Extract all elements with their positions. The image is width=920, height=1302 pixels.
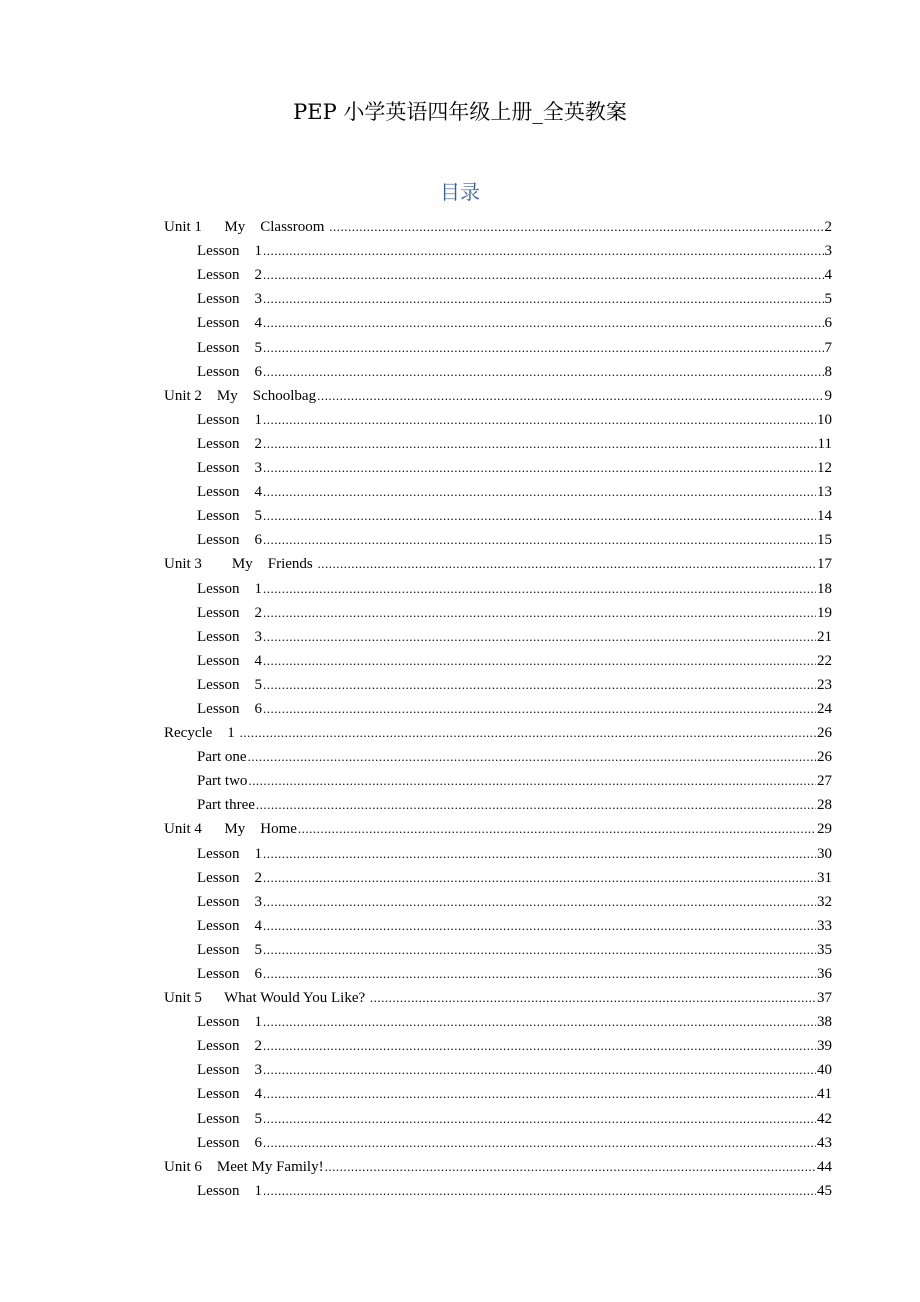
toc-page-number: 36 — [817, 966, 832, 982]
toc-dot-leader — [263, 580, 816, 598]
toc-entry-text: Lesson 2 — [197, 869, 262, 886]
toc-entry-text: Lesson 6 — [197, 532, 262, 549]
toc-page-number: 11 — [817, 435, 832, 452]
toc-dot-leader — [263, 507, 816, 525]
toc-dot-leader — [263, 435, 817, 453]
toc-entry-text: Part three — [197, 797, 255, 814]
toc-dot-leader — [263, 1037, 816, 1055]
toc-page-number: 33 — [817, 917, 832, 934]
toc-page-number: 14 — [817, 508, 832, 525]
toc-dot-leader — [263, 941, 816, 959]
toc-entry-text: Lesson 4 — [197, 315, 262, 332]
toc-page-number: 24 — [817, 700, 832, 717]
toc-entry-text: Lesson 5 — [197, 1110, 262, 1127]
toc-entry-text: Recycle 1 — [164, 725, 239, 742]
toc-dot-leader — [263, 290, 824, 308]
toc-entry-subsection[interactable] — [164, 670, 832, 694]
toc-entry-text: Lesson 5 — [197, 339, 262, 356]
toc-entry-text: Lesson 2 — [197, 1038, 262, 1055]
toc-entry-subsection[interactable] — [164, 525, 832, 549]
toc-entry-subsection[interactable] — [164, 838, 832, 862]
toc-page-number: 35 — [817, 941, 832, 958]
toc-entry-text: Lesson 5 — [197, 941, 262, 958]
toc-entry-subsection[interactable] — [164, 1007, 832, 1031]
toc-entry-text: Lesson 4 — [197, 652, 262, 669]
toc-page-number: 7 — [824, 339, 832, 356]
toc-page-number: 30 — [817, 845, 832, 862]
toc-dot-leader — [263, 845, 816, 863]
toc-entry-text: Lesson 3 — [197, 628, 262, 645]
toc-page-number: 6 — [824, 315, 832, 332]
toc-entry-subsection[interactable] — [164, 284, 832, 308]
toc-entry-section[interactable] — [164, 381, 832, 405]
toc-entry-subsection[interactable] — [164, 1128, 832, 1152]
toc-entry-section[interactable] — [164, 718, 832, 742]
toc-entry-text: Lesson 6 — [197, 363, 262, 380]
toc-dot-leader — [263, 411, 816, 429]
toc-dot-leader — [263, 700, 816, 718]
toc-dot-leader — [263, 242, 824, 260]
toc-page-number: 4 — [824, 267, 832, 284]
toc-page-number: 13 — [817, 484, 832, 501]
toc-page-number: 21 — [817, 628, 832, 645]
toc-entry-subsection[interactable] — [164, 1176, 832, 1200]
toc-entry-text: Lesson 5 — [197, 676, 262, 693]
toc-page-number: 26 — [817, 725, 832, 742]
toc-dot-leader — [263, 676, 816, 694]
toc-entry-subsection[interactable] — [164, 935, 832, 959]
toc-entry-subsection[interactable] — [164, 598, 832, 622]
toc-dot-leader — [325, 1158, 816, 1176]
toc-page-number: 28 — [817, 797, 832, 814]
toc-entry-subsection[interactable] — [164, 646, 832, 670]
toc-entry-text: Lesson 6 — [197, 700, 262, 717]
toc-page-number: 45 — [817, 1182, 832, 1199]
toc-dot-leader — [240, 724, 816, 742]
toc-dot-leader — [263, 893, 816, 911]
toc-entry-text: Lesson 4 — [197, 1086, 262, 1103]
document-title: PEP 小学英语四年级上册_全英教案 — [293, 100, 627, 124]
toc-entry-subsection[interactable] — [164, 453, 832, 477]
toc-entry-text: Part two — [197, 773, 248, 790]
toc-entry-subsection[interactable] — [164, 790, 832, 814]
toc-dot-leader — [263, 917, 816, 935]
table-of-contents — [164, 212, 832, 1200]
toc-dot-leader — [248, 748, 816, 766]
toc-entry-subsection[interactable] — [164, 1079, 832, 1103]
toc-entry-subsection[interactable] — [164, 501, 832, 525]
toc-dot-leader — [317, 387, 823, 405]
toc-entry-section[interactable] — [164, 983, 832, 1007]
toc-page-number: 42 — [817, 1110, 832, 1127]
toc-entry-section[interactable] — [164, 549, 832, 573]
toc-dot-leader — [263, 483, 816, 501]
toc-entry-subsection[interactable] — [164, 742, 832, 766]
toc-dot-leader — [263, 531, 816, 549]
toc-page-number: 12 — [817, 460, 832, 477]
toc-entry-text: Unit 6 Meet My Family! — [164, 1158, 324, 1175]
toc-dot-leader — [263, 363, 824, 381]
toc-dot-leader — [248, 772, 816, 790]
toc-entry-subsection[interactable] — [164, 622, 832, 646]
toc-page-number: 2 — [824, 219, 832, 236]
toc-dot-leader — [263, 1110, 816, 1128]
toc-entry-subsection[interactable] — [164, 236, 832, 260]
toc-entry-subsection[interactable] — [164, 573, 832, 597]
toc-entry-subsection[interactable] — [164, 332, 832, 356]
toc-page-number: 39 — [817, 1038, 832, 1055]
toc-entry-section[interactable] — [164, 1152, 832, 1176]
toc-dot-leader — [263, 1134, 816, 1152]
toc-entry-text: Lesson 2 — [197, 267, 262, 284]
toc-entry-text: Unit 5 What Would You Like? — [164, 990, 369, 1007]
toc-entry-text: Lesson 1 — [197, 1182, 262, 1199]
toc-entry-text: Lesson 1 — [197, 1014, 262, 1031]
toc-page-number: 27 — [817, 773, 832, 790]
toc-page-number: 44 — [817, 1158, 832, 1175]
toc-entry-text: Lesson 2 — [197, 435, 262, 452]
toc-dot-leader — [256, 796, 816, 814]
toc-entry-subsection[interactable] — [164, 429, 832, 453]
toc-entry-subsection[interactable] — [164, 959, 832, 983]
toc-entry-text: Unit 3 My Friends — [164, 556, 317, 573]
toc-entry-subsection[interactable] — [164, 308, 832, 332]
toc-dot-leader — [263, 652, 816, 670]
toc-entry-subsection[interactable] — [164, 1031, 832, 1055]
toc-entry-subsection[interactable] — [164, 260, 832, 284]
toc-page-number: 19 — [817, 604, 832, 621]
toc-entry-text: Unit 1 My Classroom — [164, 219, 329, 236]
toc-page-number: 10 — [817, 411, 832, 428]
toc-entry-text: Lesson 1 — [197, 243, 262, 260]
toc-dot-leader — [263, 459, 816, 477]
toc-page-number: 32 — [817, 893, 832, 910]
toc-entry-subsection[interactable] — [164, 1055, 832, 1079]
toc-dot-leader — [263, 604, 816, 622]
toc-page-number: 31 — [817, 869, 832, 886]
toc-dot-leader — [263, 339, 824, 357]
toc-page-number: 37 — [817, 990, 832, 1007]
toc-dot-leader — [263, 1182, 816, 1200]
toc-dot-leader — [263, 965, 816, 983]
toc-entry-text: Lesson 6 — [197, 1134, 262, 1151]
toc-page-number: 43 — [817, 1134, 832, 1151]
toc-entry-text: Lesson 3 — [197, 893, 262, 910]
toc-entry-section[interactable] — [164, 814, 832, 838]
toc-page-number: 23 — [817, 676, 832, 693]
toc-dot-leader — [263, 1061, 816, 1079]
toc-dot-leader — [329, 218, 823, 236]
toc-page-number: 29 — [817, 821, 832, 838]
toc-entry-text: Lesson 3 — [197, 460, 262, 477]
toc-entry-text: Unit 4 My Home — [164, 821, 297, 838]
toc-entry-subsection[interactable] — [164, 405, 832, 429]
toc-page-number: 15 — [817, 532, 832, 549]
toc-entry-text: Lesson 2 — [197, 604, 262, 621]
toc-entry-subsection[interactable] — [164, 477, 832, 501]
toc-dot-leader — [298, 820, 816, 838]
toc-page-number: 40 — [817, 1062, 832, 1079]
toc-entry-text: Lesson 1 — [197, 580, 262, 597]
toc-page-number: 8 — [824, 363, 832, 380]
toc-dot-leader — [263, 1013, 816, 1031]
toc-entry-text: Lesson 1 — [197, 845, 262, 862]
toc-page-number: 17 — [817, 556, 832, 573]
toc-dot-leader — [263, 266, 824, 284]
toc-dot-leader — [263, 628, 816, 646]
toc-entry-text: Lesson 3 — [197, 291, 262, 308]
toc-entry-text: Lesson 6 — [197, 966, 262, 982]
toc-page-number: 41 — [817, 1086, 832, 1103]
toc-entry-subsection[interactable] — [164, 694, 832, 718]
toc-entry-text: Lesson 1 — [197, 411, 262, 428]
toc-entry-section[interactable] — [164, 212, 832, 236]
toc-entry-text: Lesson 3 — [197, 1062, 262, 1079]
toc-entry-subsection[interactable] — [164, 911, 832, 935]
toc-page-number: 26 — [817, 749, 832, 766]
toc-entry-subsection[interactable] — [164, 766, 832, 790]
toc-heading: 目录 — [440, 180, 480, 204]
toc-page-number: 3 — [824, 243, 832, 260]
toc-dot-leader — [370, 989, 816, 1007]
toc-page-number: 38 — [817, 1014, 832, 1031]
toc-page-number: 9 — [824, 387, 832, 404]
toc-entry-subsection[interactable] — [164, 887, 832, 911]
toc-dot-leader — [263, 1085, 816, 1103]
toc-entry-text: Lesson 5 — [197, 508, 262, 525]
toc-page-number: 22 — [817, 652, 832, 669]
toc-page-number: 5 — [824, 291, 832, 308]
toc-entry-text: Part one — [197, 749, 247, 766]
toc-entry-subsection[interactable] — [164, 1103, 832, 1127]
toc-entry-text: Unit 2 My Schoolbag — [164, 387, 317, 404]
toc-dot-leader — [318, 555, 816, 573]
toc-dot-leader — [263, 869, 816, 887]
toc-dot-leader — [263, 314, 824, 332]
toc-page-number: 18 — [817, 580, 832, 597]
toc-entry-subsection[interactable] — [164, 357, 832, 381]
toc-entry-subsection[interactable] — [164, 863, 832, 887]
toc-entry-text: Lesson 4 — [197, 484, 262, 501]
toc-entry-text: Lesson 4 — [197, 917, 262, 934]
